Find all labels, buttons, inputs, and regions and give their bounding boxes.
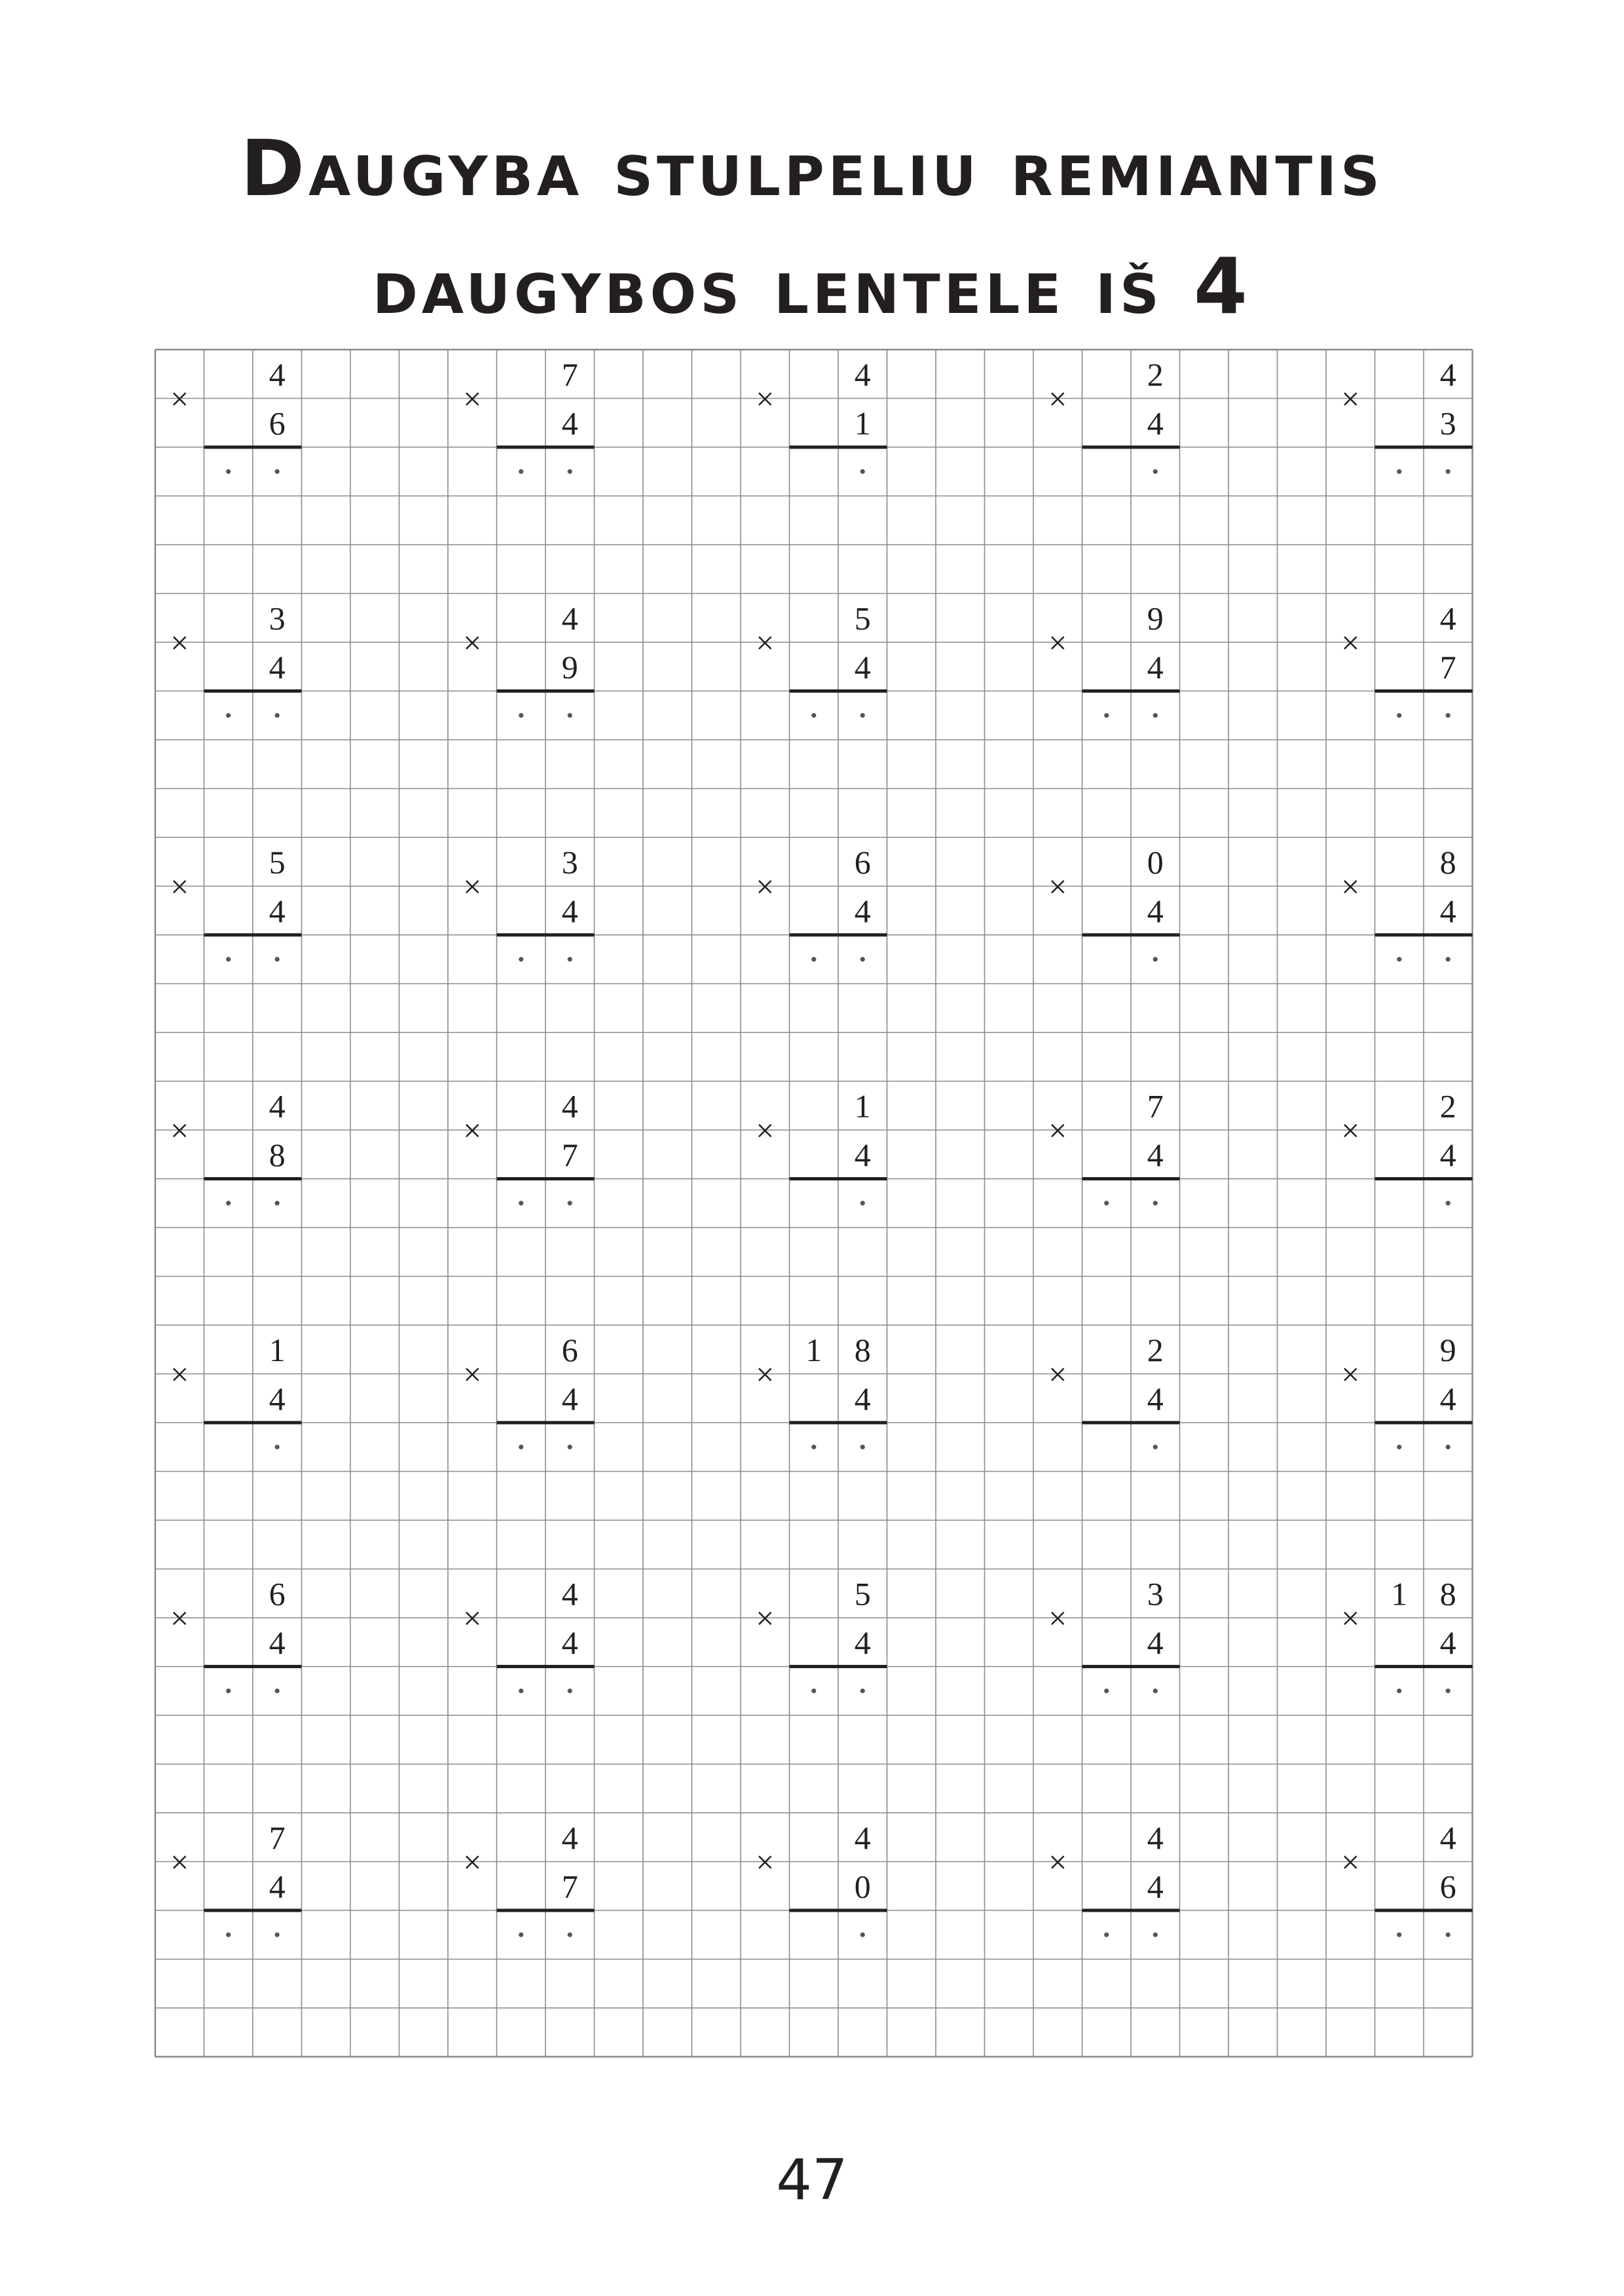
answer-dot bbox=[1446, 1688, 1450, 1693]
answer-dot bbox=[568, 1688, 572, 1693]
answer-dot bbox=[275, 957, 280, 962]
bottom-operand-digit: 4 bbox=[561, 1624, 578, 1661]
top-operand-digit: 9 bbox=[1147, 600, 1164, 637]
top-operand-digit: 2 bbox=[1147, 355, 1164, 393]
multiplication-sign: × bbox=[463, 1112, 482, 1149]
answer-dot bbox=[568, 1933, 572, 1937]
top-operand-digit: 4 bbox=[854, 355, 871, 393]
top-operand-digit: 4 bbox=[1439, 355, 1456, 393]
bottom-operand-digit: 4 bbox=[1439, 1380, 1456, 1417]
bottom-operand-digit: 8 bbox=[268, 1136, 286, 1173]
page-number: 47 bbox=[776, 2147, 848, 2213]
answer-dot bbox=[275, 1445, 280, 1449]
bottom-operand-digit: 4 bbox=[1439, 1624, 1456, 1661]
answer-dot bbox=[568, 1201, 572, 1205]
top-operand-digit: 6 bbox=[268, 1575, 286, 1613]
bottom-operand-digit: 4 bbox=[1439, 892, 1456, 930]
bottom-operand-digit: 4 bbox=[268, 1868, 286, 1905]
answer-dot bbox=[275, 1933, 280, 1937]
worksheet-title-line-1: Daugyba stulpeliu remiantis bbox=[240, 123, 1384, 213]
bottom-operand-digit: 6 bbox=[1439, 1868, 1456, 1905]
top-operand-digit: 4 bbox=[561, 1819, 578, 1856]
bottom-operand-digit: 4 bbox=[854, 892, 871, 930]
top-operand-digit: 3 bbox=[561, 843, 578, 881]
answer-dot bbox=[811, 1445, 816, 1449]
answer-dot bbox=[1104, 1688, 1109, 1693]
answer-dot bbox=[1446, 1933, 1450, 1937]
bottom-operand-digit: 4 bbox=[268, 648, 286, 685]
top-operand-digit: 4 bbox=[561, 1087, 578, 1125]
answer-dot bbox=[1397, 713, 1401, 718]
bottom-operand-digit: 4 bbox=[854, 1136, 871, 1173]
top-operand-digit: 4 bbox=[1439, 1819, 1456, 1856]
answer-dot bbox=[519, 1201, 523, 1205]
answer-dot bbox=[860, 957, 865, 962]
top-operand-digit: 5 bbox=[854, 1575, 871, 1613]
top-operand-digit: 4 bbox=[854, 1819, 871, 1856]
multiplication-sign: × bbox=[170, 868, 189, 905]
multiplication-sign: × bbox=[170, 1356, 189, 1393]
answer-dot bbox=[811, 957, 816, 962]
answer-dot bbox=[1153, 1445, 1158, 1449]
multiplication-sign: × bbox=[1048, 1112, 1067, 1149]
answer-dot bbox=[519, 1445, 523, 1449]
multiplication-sign: × bbox=[170, 1112, 189, 1149]
bottom-operand-digit: 1 bbox=[854, 405, 871, 442]
top-operand-digit: 4 bbox=[1147, 1819, 1164, 1856]
top-operand-digit: 6 bbox=[561, 1331, 578, 1368]
bottom-operand-digit: 7 bbox=[1439, 648, 1456, 685]
multiplication-sign: × bbox=[1341, 1599, 1360, 1637]
multiplication-sign: × bbox=[756, 624, 775, 661]
top-operand-digit: 8 bbox=[1439, 1575, 1456, 1613]
multiplication-sign: × bbox=[1048, 868, 1067, 905]
bottom-operand-digit: 4 bbox=[561, 892, 578, 930]
top-operand-digit: 7 bbox=[268, 1819, 286, 1856]
answer-dot bbox=[1397, 469, 1401, 474]
answer-dot bbox=[226, 1933, 231, 1937]
top-operand-digit: 5 bbox=[268, 843, 286, 881]
top-operand-digit: 4 bbox=[561, 1575, 578, 1613]
answer-dot bbox=[568, 469, 572, 474]
bottom-operand-digit: 4 bbox=[1147, 648, 1164, 685]
answer-dot bbox=[1446, 1445, 1450, 1449]
bottom-operand-digit: 4 bbox=[1147, 1380, 1164, 1417]
multiplication-sign: × bbox=[170, 624, 189, 661]
top-operand-digit: 7 bbox=[1147, 1087, 1164, 1125]
answer-dot bbox=[519, 469, 523, 474]
bottom-operand-digit: 4 bbox=[268, 1624, 286, 1661]
bottom-operand-digit: 4 bbox=[268, 1380, 286, 1417]
bottom-operand-digit: 6 bbox=[268, 405, 286, 442]
answer-dot bbox=[1153, 469, 1158, 474]
top-operand-digit: 6 bbox=[854, 843, 871, 881]
top-operand-digit: 8 bbox=[1439, 843, 1456, 881]
bottom-operand-digit: 3 bbox=[1439, 405, 1456, 442]
multiplication-sign: × bbox=[463, 868, 482, 905]
answer-dot bbox=[1104, 1933, 1109, 1937]
answer-dot bbox=[226, 1688, 231, 1693]
top-operand-digit: 0 bbox=[1147, 843, 1164, 881]
answer-dot bbox=[519, 713, 523, 718]
bottom-operand-digit: 7 bbox=[561, 1868, 578, 1905]
answer-dot bbox=[860, 1933, 865, 1937]
answer-dot bbox=[568, 957, 572, 962]
answer-dot bbox=[568, 713, 572, 718]
multiplication-sign: × bbox=[1341, 1844, 1360, 1880]
top-operand-digit: 4 bbox=[268, 1087, 286, 1125]
multiplication-sign: × bbox=[1048, 380, 1067, 417]
answer-dot bbox=[226, 713, 231, 718]
multiplication-sign: × bbox=[1048, 1356, 1067, 1393]
top-operand-digit: 8 bbox=[854, 1331, 871, 1368]
bottom-operand-digit: 4 bbox=[1147, 1624, 1164, 1661]
top-operand-digit: 9 bbox=[1439, 1331, 1456, 1368]
multiplication-sign: × bbox=[1341, 1112, 1360, 1149]
bottom-operand-digit: 4 bbox=[1147, 1136, 1164, 1173]
top-operand-digit: 7 bbox=[561, 355, 578, 393]
answer-dot bbox=[226, 469, 231, 474]
answer-dot bbox=[1153, 713, 1158, 718]
answer-dot bbox=[519, 1688, 523, 1693]
bottom-operand-digit: 4 bbox=[854, 1624, 871, 1661]
answer-dot bbox=[860, 1445, 865, 1449]
answer-dot bbox=[1446, 713, 1450, 718]
answer-dot bbox=[275, 469, 280, 474]
multiplication-sign: × bbox=[756, 1356, 775, 1393]
bottom-operand-digit: 4 bbox=[1147, 1868, 1164, 1905]
answer-dot bbox=[860, 469, 865, 474]
multiplication-sign: × bbox=[170, 380, 189, 417]
answer-dot bbox=[1397, 1688, 1401, 1693]
multiplication-sign: × bbox=[170, 1599, 189, 1637]
bottom-operand-digit: 4 bbox=[561, 1380, 578, 1417]
multiplication-sign: × bbox=[1341, 380, 1360, 417]
top-operand-digit: 2 bbox=[1439, 1087, 1456, 1125]
top-operand-digit: 1 bbox=[805, 1331, 822, 1368]
answer-dot bbox=[1446, 1201, 1450, 1205]
top-operand-digit: 4 bbox=[1439, 600, 1456, 637]
multiplication-sign: × bbox=[1341, 1356, 1360, 1393]
bottom-operand-digit: 4 bbox=[561, 405, 578, 442]
bottom-operand-digit: 4 bbox=[1439, 1136, 1456, 1173]
answer-dot bbox=[1104, 1201, 1109, 1205]
multiplication-sign: × bbox=[463, 380, 482, 417]
answer-dot bbox=[1153, 1201, 1158, 1205]
answer-dot bbox=[860, 1688, 865, 1693]
answer-dot bbox=[1153, 1933, 1158, 1937]
bottom-operand-digit: 4 bbox=[1147, 405, 1164, 442]
multiplication-sign: × bbox=[756, 1599, 775, 1637]
top-operand-digit: 4 bbox=[561, 600, 578, 637]
answer-dot bbox=[226, 957, 231, 962]
multiplication-sign: × bbox=[756, 868, 775, 905]
answer-dot bbox=[1104, 713, 1109, 718]
top-operand-digit: 5 bbox=[854, 600, 871, 637]
answer-dot bbox=[275, 713, 280, 718]
answer-dot bbox=[811, 1688, 816, 1693]
top-operand-digit: 1 bbox=[854, 1087, 871, 1125]
worksheet-title-line-2: daugybos lentele iš 4 bbox=[373, 241, 1251, 331]
answer-dot bbox=[1153, 1688, 1158, 1693]
multiplication-sign: × bbox=[463, 1599, 482, 1637]
answer-dot bbox=[811, 713, 816, 718]
multiplication-sign: × bbox=[756, 1112, 775, 1149]
answer-dot bbox=[1446, 469, 1450, 474]
answer-dot bbox=[860, 1201, 865, 1205]
answer-dot bbox=[1446, 957, 1450, 962]
multiplication-sign: × bbox=[463, 1356, 482, 1393]
bottom-operand-digit: 4 bbox=[268, 892, 286, 930]
multiplication-sign: × bbox=[756, 1844, 775, 1880]
top-operand-digit: 4 bbox=[268, 355, 286, 393]
answer-dot bbox=[519, 1933, 523, 1937]
answer-dot bbox=[275, 1201, 280, 1205]
multiplication-sign: × bbox=[1048, 1599, 1067, 1637]
bottom-operand-digit: 4 bbox=[854, 1380, 871, 1417]
answer-dot bbox=[860, 713, 865, 718]
multiplication-sign: × bbox=[756, 380, 775, 417]
answer-dot bbox=[1397, 1933, 1401, 1937]
top-operand-digit: 1 bbox=[1391, 1575, 1408, 1613]
answer-dot bbox=[568, 1445, 572, 1449]
top-operand-digit: 3 bbox=[1147, 1575, 1164, 1613]
answer-dot bbox=[519, 957, 523, 962]
multiplication-sign: × bbox=[1048, 1844, 1067, 1880]
multiplication-sign: × bbox=[463, 624, 482, 661]
bottom-operand-digit: 0 bbox=[854, 1868, 871, 1905]
bottom-operand-digit: 9 bbox=[561, 648, 578, 685]
top-operand-digit: 3 bbox=[268, 600, 286, 637]
multiplication-sign: × bbox=[1341, 868, 1360, 905]
multiplication-sign: × bbox=[170, 1844, 189, 1880]
bottom-operand-digit: 4 bbox=[854, 648, 871, 685]
answer-dot bbox=[275, 1688, 280, 1693]
multiplication-sign: × bbox=[1341, 624, 1360, 661]
grid-lines bbox=[155, 350, 1473, 2057]
multiplication-sign: × bbox=[463, 1844, 482, 1880]
answer-dot bbox=[226, 1201, 231, 1205]
multiplication-sign: × bbox=[1048, 624, 1067, 661]
top-operand-digit: 1 bbox=[268, 1331, 286, 1368]
answer-dot bbox=[1153, 957, 1158, 962]
bottom-operand-digit: 7 bbox=[561, 1136, 578, 1173]
bottom-operand-digit: 4 bbox=[1147, 892, 1164, 930]
answer-dot bbox=[1397, 1445, 1401, 1449]
answer-dot bbox=[1397, 957, 1401, 962]
top-operand-digit: 2 bbox=[1147, 1331, 1164, 1368]
